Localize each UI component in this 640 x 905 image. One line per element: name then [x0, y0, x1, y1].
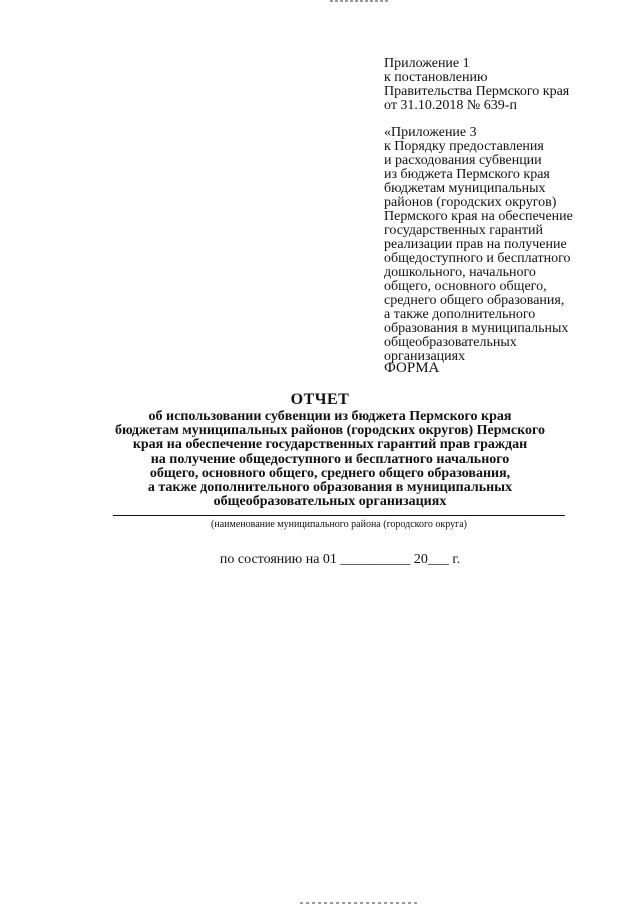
subtitle-line: на получение общедоступного и бесплатного начального: [150, 451, 510, 467]
attachment-line: к постановлению: [384, 70, 488, 85]
inner-attachment-line: и расходования субвенции: [384, 153, 542, 168]
report-subtitle: [80, 410, 580, 509]
municipality-name-line: [113, 515, 565, 516]
attachment-line: Приложение 1: [384, 56, 470, 71]
inner-attachment-line: из бюджета Пермского края: [384, 167, 550, 182]
subtitle-line: края на обеспечение государственных гарантий прав граждан: [132, 437, 528, 453]
attachment-header: [384, 57, 624, 113]
inner-attachment-line: общедоступного и бесплатного: [384, 251, 571, 266]
form-label: ФОРМА: [384, 360, 440, 376]
inner-attachment-line: бюджетам муниципальных: [384, 181, 546, 196]
subtitle-line: общего, основного общего, среднего общего образования,: [149, 465, 511, 481]
inner-attachment-line: среднего общего образования,: [384, 293, 565, 308]
subtitle-line: а также дополнительного образования в муниципальных: [147, 480, 513, 496]
subtitle-line: общеобразовательных организациях: [213, 494, 447, 510]
attachment-line: от 31.10.2018 № 639-п: [384, 98, 517, 113]
inner-attachment-line: районов (городских округов): [384, 195, 557, 210]
inner-attachment: [384, 126, 624, 364]
municipality-caption: (наименование муниципального района (городского округа): [211, 519, 467, 530]
inner-attachment-line: а также дополнительного: [384, 307, 536, 322]
subtitle-line: об использовании субвенции из бюджета Пермского края: [148, 409, 512, 424]
scan-edge-bottom: [300, 902, 420, 904]
report-title: ОТЧЕТ: [290, 391, 350, 408]
inner-attachment-line: Пермского края на обеспечение: [384, 209, 573, 224]
inner-attachment-line: к Порядку предоставления: [384, 139, 544, 154]
inner-attachment-line: государственных гарантий: [384, 223, 543, 238]
inner-attachment-line: организациях: [384, 349, 466, 364]
inner-attachment-line: «Приложение 3: [384, 125, 477, 140]
inner-attachment-line: общеобразовательных: [384, 335, 517, 350]
attachment-line: Правительства Пермского края: [384, 84, 570, 99]
inner-attachment-line: реализации прав на получение: [384, 237, 567, 252]
inner-attachment-line: общего, основного общего,: [384, 279, 547, 294]
scan-edge-top: [330, 0, 390, 2]
inner-attachment-line: образования в муниципальных: [384, 321, 569, 336]
report-date-line: по состоянию на 01 __________ 20___ г.: [219, 552, 461, 567]
subtitle-line: бюджетам муниципальных районов (городских округов) Пермского: [115, 423, 545, 439]
attachment-block: [384, 57, 624, 364]
inner-attachment-line: дошкольного, начального: [384, 265, 536, 280]
